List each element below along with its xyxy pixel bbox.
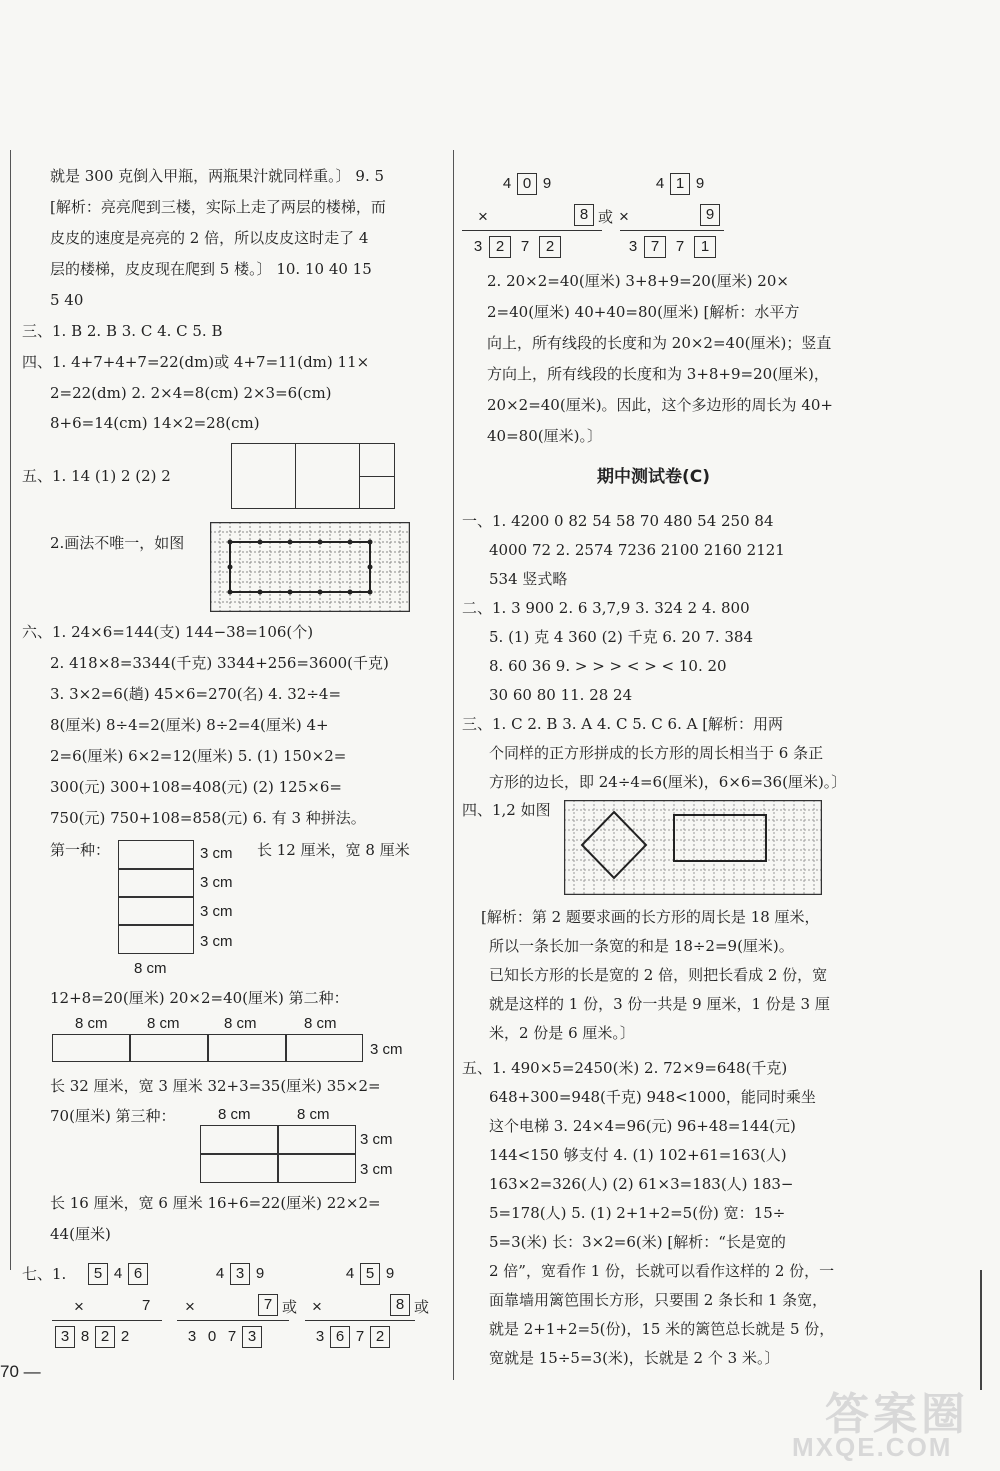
- text-line: 534 竖式略: [489, 570, 568, 588]
- text-line: 5 40: [50, 291, 84, 309]
- text-line: 皮皮的速度是亮亮的 2 倍，所以皮皮这时走了 4: [50, 229, 369, 247]
- text-line: 二、1. 3 900 2. 6 3,7,9 3. 324 2 4. 800: [462, 599, 750, 617]
- text-line: 长 16 厘米，宽 6 厘米 16+6=22(厘米) 22×2=: [50, 1194, 381, 1212]
- text-line: 8+6=14(cm) 14×2=28(cm): [50, 414, 260, 432]
- text-line: 面靠墙用篱笆围长方形，只要围 2 条长和 1 条宽，: [489, 1291, 828, 1309]
- dimension-label: 3 cm: [360, 1131, 393, 1148]
- text-line: 648+300=948(千克) 948<1000，能同时乘坐: [489, 1088, 816, 1106]
- text-line: 五、1. 490×5=2450(米) 2. 72×9=648(千克): [462, 1059, 788, 1077]
- text-line: 2=40(厘米) 40+40=80(厘米) [解析：水平方: [487, 303, 800, 321]
- text-line: 五、1. 14 (1) 2 (2) 2: [22, 467, 171, 485]
- page-edge-rule: [980, 1270, 982, 1390]
- dimension-label: 8 cm: [218, 1106, 251, 1123]
- text-line: 2 倍”，宽看作 1 份，长就可以看作这样的 2 份，一: [489, 1262, 835, 1280]
- text-line: 所以一条长加一条宽的和是 18÷2=9(厘米)。: [489, 937, 794, 955]
- text-line: 5=178(人) 5. (1) 2+1+2=5(份) 宽：15÷: [489, 1204, 786, 1222]
- text-line: 个同样的正方形拼成的长方形的周长相当于 6 条正: [489, 744, 824, 762]
- text-line: 163×2=326(人) (2) 61×3=183(人) 183−: [489, 1175, 794, 1193]
- text-line: 8. 60 36 9. > > > < > < 10. 20: [489, 657, 727, 675]
- column-divider: [453, 150, 454, 1380]
- dimension-label: 3 cm: [200, 903, 233, 920]
- text-line: 5. (1) 克 4 360 (2) 千克 6. 20 7. 384: [489, 628, 754, 646]
- dimension-label: 3 cm: [370, 1041, 403, 1058]
- text-line: 米，2 份是 6 厘米。〕: [489, 1024, 635, 1042]
- text-line: 20×2=40(厘米)。因此，这个多边形的周长为 40+: [487, 396, 833, 414]
- text-line: 44(厘米): [50, 1225, 111, 1243]
- left-margin-rule: [10, 150, 11, 1270]
- text-line: [解析：第 2 题要求画的长方形的周长是 18 厘米，: [481, 908, 820, 926]
- text-line: 向上，所有线段的长度和为 20×2=40(厘米)；竖直: [487, 334, 832, 352]
- text-line: 长 32 厘米，宽 3 厘米 32+3=35(厘米) 35×2=: [50, 1077, 381, 1095]
- text-line: 8(厘米) 8÷4=2(厘米) 8÷2=4(厘米) 4+: [50, 716, 329, 734]
- dimension-label: 8 cm: [147, 1015, 180, 1032]
- text-line: 40=80(厘米)。〕: [487, 427, 602, 445]
- section-title: 期中测试卷(C): [597, 467, 711, 487]
- text-line: 750(元) 750+108=858(元) 6. 有 3 种拼法。: [50, 809, 366, 827]
- text-line: 就是 2+1+2=5(份)，15 米的篱笆总长就是 5 份，: [489, 1320, 835, 1338]
- text-line: 4000 72 2. 2574 7236 2100 2160 2121: [489, 541, 785, 559]
- text-line: 70(厘米) 第三种：: [50, 1107, 176, 1125]
- dimension-label: 3 cm: [200, 874, 233, 891]
- text-line: 长 12 厘米，宽 8 厘米: [257, 841, 410, 859]
- text-line: 三、1. B 2. B 3. C 4. C 5. B: [22, 322, 223, 340]
- text-line: 四、1. 4+7+4+7=22(dm)或 4+7=11(dm) 11×: [22, 353, 370, 371]
- dimension-label: 8 cm: [297, 1106, 330, 1123]
- text-line: 一、1. 4200 0 82 54 58 70 480 54 250 84: [462, 512, 774, 530]
- text-line: 就是 300 克倒入甲瓶，两瓶果汁就同样重。〕 9. 5: [50, 167, 385, 185]
- dimension-label: 3 cm: [200, 933, 233, 950]
- text-line: 三、1. C 2. B 3. A 4. C 5. C 6. A [解析：用两: [462, 715, 784, 733]
- text-line: 已知长方形的长是宽的 2 倍，则把长看成 2 份，宽: [489, 966, 828, 984]
- dimension-label: 8 cm: [304, 1015, 337, 1032]
- dimension-label: 3 cm: [200, 845, 233, 862]
- text-line: 144<150 够支付 4. (1) 102+61=163(人): [489, 1146, 787, 1164]
- text-line: 宽就是 15÷5=3(米)，长就是 2 个 3 米。〕: [489, 1349, 780, 1367]
- text-line: 2.画法不唯一，如图: [50, 534, 185, 552]
- dot-grid-figure: [210, 522, 410, 612]
- text-line: 方向上，所有线段的长度和为 3+8+9=20(厘米)，: [487, 365, 829, 383]
- dimension-label: 8 cm: [224, 1015, 257, 1032]
- watermark-logo: 答案圈: [825, 1390, 969, 1439]
- text-line: 方形的边长，即 24÷4=6(厘米)，6×6=36(厘米)。〕: [489, 773, 847, 791]
- text-line: 3. 3×2=6(趟) 45×6=270(名) 4. 32÷4=: [50, 685, 342, 703]
- dimension-label: 3 cm: [360, 1161, 393, 1178]
- text-line: 就是这样的 1 份，3 份一共是 9 厘米，1 份是 3 厘: [489, 995, 830, 1013]
- text-line: 2. 20×2=40(厘米) 3+8+9=20(厘米) 20×: [487, 272, 789, 290]
- text-line: 2=6(厘米) 6×2=12(厘米) 5. (1) 150×2=: [50, 747, 347, 765]
- grid-figure: [564, 800, 822, 895]
- dimension-label: 8 cm: [134, 960, 167, 977]
- watermark-url: MXQE.COM: [792, 1432, 953, 1462]
- text-line: 300(元) 300+108=408(元) (2) 125×6=: [50, 778, 342, 796]
- text-line: [解析：亮亮爬到三楼，实际上走了两层的楼梯，而: [50, 198, 386, 216]
- text-line: 七、1.: [22, 1265, 67, 1283]
- page-number: 70 —: [0, 1362, 41, 1381]
- text-line: 30 60 80 11. 28 24: [489, 686, 633, 704]
- text-line: 2. 418×8=3344(千克) 3344+256=3600(千克): [50, 654, 389, 672]
- text-line: 四、1,2 如图: [462, 801, 551, 819]
- text-line: 第一种：: [50, 841, 111, 859]
- text-line: 5=3(米) 长：3×2=6(米) [解析：“长是宽的: [489, 1233, 786, 1251]
- text-line: 六、1. 24×6=144(支) 144−38=106(个): [22, 623, 314, 641]
- text-line: 12+8=20(厘米) 20×2=40(厘米) 第二种：: [50, 989, 349, 1007]
- dimension-label: 8 cm: [75, 1015, 108, 1032]
- text-line: 2=22(dm) 2. 2×4=8(cm) 2×3=6(cm): [50, 384, 332, 402]
- text-line: 这个电梯 3. 24×4=96(元) 96+48=144(元): [489, 1117, 796, 1135]
- text-line: 层的楼梯，皮皮现在爬到 5 楼。〕 10. 10 40 15: [50, 260, 372, 278]
